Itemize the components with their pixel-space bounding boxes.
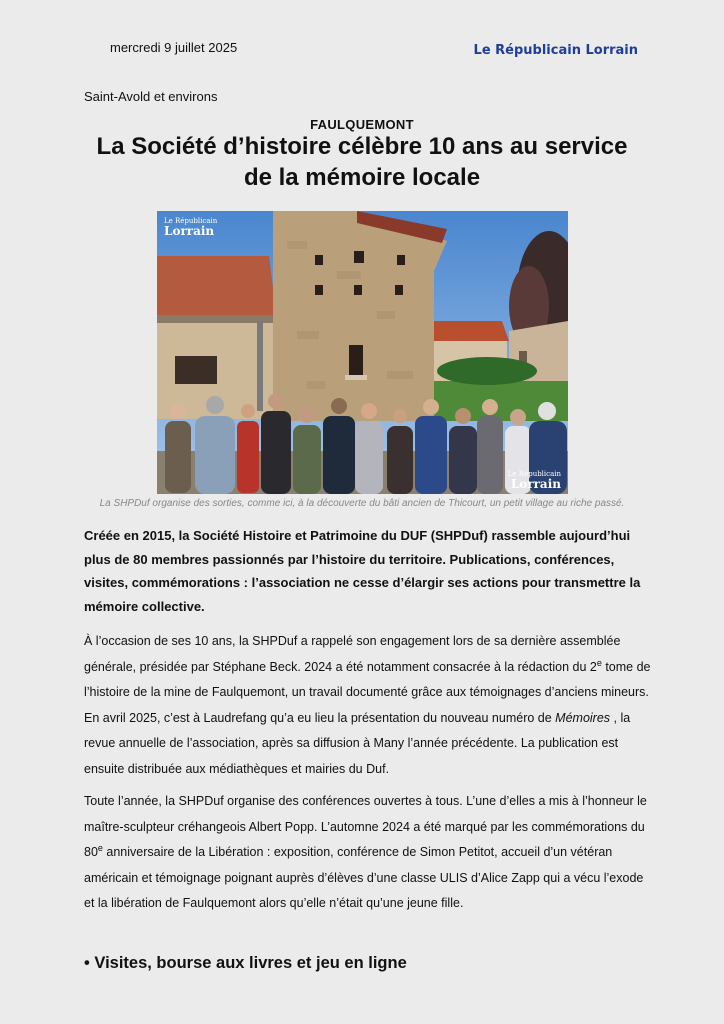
photo-watermark-bottom: Le Républicain Lorrain — [507, 470, 561, 491]
photo-watermark-top: Le Républicain Lorrain — [164, 217, 218, 238]
article-paragraph-2: Toute l’année, la SHPDuf organise des conférences ouvertes à tous. L’une d’elles a mis à l’honneur le maître-sculpteur créhangeois Albert Popp. L’automne 2024 a été marqué par les commémorations du 80e anniversaire de la Libération : exposition, conférence de Simon Petitot, accueil d’un vétéran américain et témoignage poignant auprès d’élèves d’une classe ULIS d’Alice Zapp qui a vécu l’exode et la libération de Faulquemont alors qu’elle n’était qu’une jeune fille. — [84, 794, 647, 910]
article-photo — [157, 211, 568, 494]
article-subheading: • Visites, bourse aux livres et jeu en ligne — [84, 954, 407, 972]
article-lead: Créée en 2015, la Société Histoire et Patrimoine du DUF (SHPDuf) rassemble aujourd’hui plus de 80 membres passionnés par l’histoire du territoire. Publications, conférences, visites, commémorations : l’association ne cesse d’élargir ses actions pour transmettre la mémoire collective. — [84, 528, 641, 614]
article-paragraph-1: À l’occasion de ses 10 ans, la SHPDuf a rappelé son engagement lors de sa dernière assemblée générale, présidée par Stéphane Beck. 2024 a été notamment consacrée à la rédaction du 2e tome de l’histoire de la mine de Faulquemont, un travail documenté grâce aux témoignages d’anciens mineurs. En avril 2025, c’est à Laudrefang qu’a eu lieu la présentation du nouveau numéro de Mémoires , la revue annuelle de l’association, après sa diffusion à Many l’année précédente. La publication est ensuite distribuée aux médiathèques et mairies du Duf. — [84, 634, 651, 776]
section-label: Saint-Avold et environs — [84, 89, 218, 104]
publication-name: Le Républicain Lorrain — [473, 43, 638, 58]
article-kicker: FAULQUEMONT — [310, 117, 414, 132]
headline-line-2: de la mémoire locale — [243, 164, 481, 191]
photo-illustration — [157, 211, 568, 494]
publication-date: mercredi 9 juillet 2025 — [110, 40, 238, 55]
headline-line-1: La Société d’histoire célèbre 10 ans au service — [96, 133, 628, 160]
photo-caption: La SHPDuf organise des sorties, comme ici, à la découverte du bâti ancien de Thicourt, un petit village au riche passé. — [99, 498, 625, 509]
article-headline — [60, 131, 664, 193]
